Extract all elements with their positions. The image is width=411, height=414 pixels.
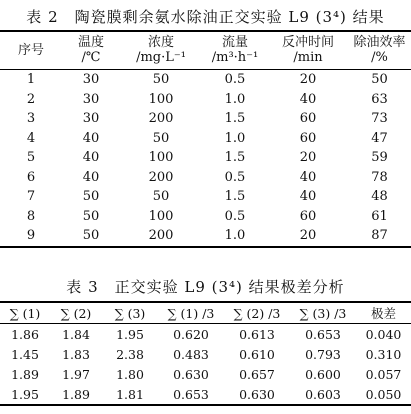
table-cell: 40 — [82, 130, 100, 146]
table-cell: 100 — [148, 208, 174, 224]
table-cell: 1 — [26, 72, 36, 88]
table-cell: 1.97 — [62, 366, 90, 382]
table-cell: 1.81 — [116, 386, 144, 402]
table-cell: 0.057 — [365, 366, 402, 382]
table-cell: 0.657 — [239, 366, 275, 382]
table2-body — [0, 70, 411, 247]
table-cell: 63 — [371, 91, 388, 107]
table2-row — [0, 109, 411, 129]
table-cell: 60 — [299, 111, 317, 127]
table2-header-row — [0, 31, 411, 70]
table-cell: 1.0 — [224, 228, 246, 244]
table-cell: 47 — [371, 130, 388, 146]
table-cell: 200 — [148, 111, 174, 127]
table-cell: 60 — [299, 130, 317, 146]
table-cell: 1.89 — [11, 366, 39, 382]
table-cell: 1.89 — [62, 386, 90, 402]
table-cell: 1.5 — [224, 189, 246, 205]
table-cell: 1.45 — [11, 346, 39, 362]
table-cell: 0.5 — [224, 208, 246, 224]
table-cell: 0.600 — [305, 366, 341, 382]
col-header-backflush-time: 反冲时间 /min — [268, 31, 348, 70]
table-cell: 50 — [152, 72, 170, 88]
table-cell: 8 — [26, 208, 36, 224]
table-cell: 0.610 — [239, 346, 275, 362]
table-cell: 0.793 — [305, 346, 341, 362]
table-cell: 50 — [152, 189, 170, 205]
table2-row — [0, 148, 411, 168]
table-cell: 9 — [26, 228, 36, 244]
col-header-index: 序号 — [0, 31, 62, 70]
table2-row — [0, 226, 411, 247]
table2-row — [0, 90, 411, 110]
col-header-mean-1: ∑ (1) /3 — [158, 302, 224, 324]
col-header-mean-2: ∑ (2) /3 — [224, 302, 290, 324]
table-cell: 0.5 — [224, 72, 246, 88]
table-cell: 30 — [82, 91, 100, 107]
table-cell: 1.95 — [11, 386, 39, 402]
table-cell: 40 — [299, 91, 317, 107]
table3-row — [0, 364, 411, 384]
table-cell: 60 — [299, 208, 317, 224]
col-header-flow: 流量 /m³·h⁻¹ — [202, 31, 268, 70]
table-cell: 48 — [371, 189, 388, 205]
table3-row — [0, 344, 411, 364]
table-cell: 1.0 — [224, 130, 246, 146]
table-cell: 50 — [371, 72, 388, 88]
table3-caption: 表 3 正交实验 L9 (3⁴) 结果极差分析 — [66, 278, 345, 296]
col-header-concentration: 浓度 /mg·L⁻¹ — [120, 31, 202, 70]
table-cell: 2.38 — [116, 346, 144, 362]
table-cell: 0.613 — [239, 326, 275, 342]
table-cell: 100 — [148, 150, 174, 166]
table-cell: 50 — [82, 228, 100, 244]
table-cell: 0.483 — [173, 346, 209, 362]
table-cell: 30 — [82, 72, 100, 88]
table2-caption: 表 2 陶瓷膜剩余氨水除油正交实验 L9 (3⁴) 结果 — [26, 8, 385, 26]
col-header-sum-3: ∑ (3) — [102, 302, 158, 324]
table-cell: 1.95 — [116, 326, 144, 342]
table-cell: 61 — [371, 208, 388, 224]
table-cell: 2 — [26, 91, 36, 107]
table-cell: 6 — [26, 169, 36, 185]
table-cell: 59 — [371, 150, 388, 166]
table-cell: 0.630 — [173, 366, 209, 382]
table2-row — [0, 168, 411, 188]
table-cell: 7 — [26, 189, 36, 205]
col-header-oil-removal-efficiency: 除油效率 /% — [348, 31, 411, 70]
table3-header-row — [0, 302, 411, 324]
table-cell: 40 — [82, 150, 100, 166]
table-cell: 40 — [82, 169, 100, 185]
col-header-range: 极差 — [356, 302, 411, 324]
table-cell: 0.630 — [239, 386, 275, 402]
col-header-sum-2: ∑ (2) — [50, 302, 102, 324]
table-cell: 3 — [26, 111, 36, 127]
table-cell: 200 — [148, 169, 174, 185]
col-header-mean-3: ∑ (3) /3 — [290, 302, 356, 324]
table-cell: 0.620 — [173, 326, 209, 342]
table-cell: 0.5 — [224, 169, 246, 185]
table-cell: 0.310 — [365, 346, 402, 362]
table-cell: 1.5 — [224, 150, 246, 166]
table-cell: 0.040 — [365, 326, 402, 342]
table-cell: 200 — [148, 228, 174, 244]
table-cell: 87 — [371, 228, 388, 244]
table-cell: 0.050 — [365, 386, 402, 402]
table-cell: 50 — [152, 130, 170, 146]
table-cell: 4 — [26, 130, 36, 146]
table-cell: 0.603 — [305, 386, 341, 402]
table-cell: 1.80 — [116, 366, 144, 382]
table-cell: 0.653 — [173, 386, 209, 402]
table-cell: 1.5 — [224, 111, 246, 127]
table2-row — [0, 129, 411, 149]
table2-row — [0, 207, 411, 227]
table-cell: 20 — [299, 72, 317, 88]
table-cell: 78 — [371, 169, 388, 185]
table-cell: 30 — [82, 111, 100, 127]
table2-orthogonal-results — [0, 30, 411, 248]
table-cell: 40 — [299, 169, 317, 185]
table3-range-analysis — [0, 301, 411, 406]
table-cell: 50 — [82, 189, 100, 205]
col-header-temperature: 温度 /℃ — [62, 31, 120, 70]
table3-row — [0, 324, 411, 345]
table-cell: 1.86 — [11, 326, 39, 342]
table-cell: 40 — [299, 189, 317, 205]
table-cell: 5 — [26, 150, 36, 166]
table2-row — [0, 187, 411, 207]
table-cell: 1.0 — [224, 91, 246, 107]
table-cell: 20 — [299, 150, 317, 166]
table2-row — [0, 70, 411, 90]
table-cell: 100 — [148, 91, 174, 107]
table3-body — [0, 324, 411, 406]
table-cell: 1.83 — [62, 346, 90, 362]
table-cell: 0.653 — [305, 326, 341, 342]
col-header-sum-1: ∑ (1) — [0, 302, 50, 324]
table-cell: 1.84 — [62, 326, 90, 342]
table-cell: 50 — [82, 208, 100, 224]
table3-row — [0, 384, 411, 405]
table-cell: 73 — [371, 111, 388, 127]
table-cell: 20 — [299, 228, 317, 244]
